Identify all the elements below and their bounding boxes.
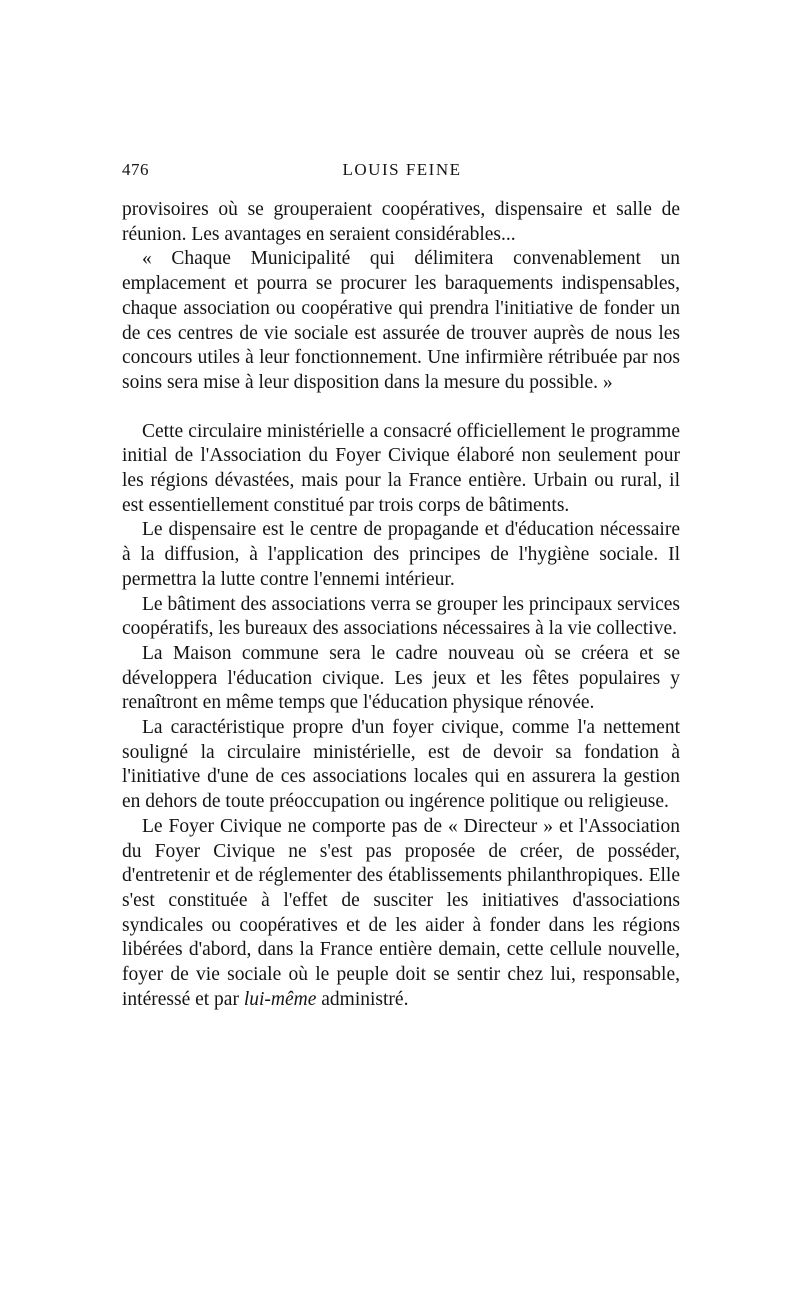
page-number: 476: [122, 160, 149, 179]
paragraph-foyer-civique-text: Le Foyer Civique ne comporte pas de « Directeur » et l'Association du Foyer Civique ne s'est pas proposée de créer, de posséder, d'entretenir et de réglementer des établissements philanthropiques. Elle s'est constituée à l'effet de susciter les initiatives d'associations syndicales ou coopératives et de les aider à fonder dans les régions libérées d'abord, dans la France entière demain, cette cellule nouvelle, foyer de vie sociale où le peuple doit se sentir chez lui, responsable, intéressé et par: [122, 815, 680, 1010]
paragraph-foyer-civique: [122, 815, 680, 1013]
paragraph-caracteristique: La caractéristique propre d'un foyer civique, comme l'a nettement souligné la circulaire ministérielle, est de devoir sa fondation à l'initiative d'une de ces associations locales qui en assurera la gestion en dehors de toute préoccupation ou ingérence politique ou religieuse.: [122, 717, 680, 813]
paragraph-circulaire: Cette circulaire ministérielle a consacré officiellement le programme initial de l'Association du Foyer Civique élaboré non seulement pour les régions dévastées, mais pour la France entière. Urbain ou rural, il est essentiellement constitué par trois corps de bâtiments.: [122, 420, 680, 516]
paragraph-quotation: « Chaque Municipalité qui délimitera convenablement un emplacement et pourra se procurer les baraquements indispensables, chaque association ou coopérative qui prendra l'initiative de fonder un de ces centres de vie sociale est assurée de trouver auprès de nous les concours utiles à leur fonctionnement. Une infirmière rétribuée par nos soins sera mise à leur disposition dans la mesure du possible. »: [122, 248, 680, 393]
paragraph-maison-commune: La Maison commune sera le cadre nouveau où se créera et se développera l'éducation civique. Les jeux et les fêtes populaires y renaîtront en même temps que l'éducation physique rénovée.: [122, 642, 680, 714]
running-title: LOUIS FEINE: [342, 160, 462, 179]
italic-phrase: lui-même: [243, 988, 317, 1010]
paragraph-foyer-civique-end: administré.: [321, 988, 409, 1010]
paragraph-dispensaire: Le dispensaire est le centre de propagande et d'éducation nécessaire à la diffusion, à l'application des principes de l'hygiène sociale. Il permettra la lutte contre l'ennemi intérieur.: [122, 519, 680, 590]
paragraph-continuation: provisoires où se grouperaient coopératives, dispensaire et salle de réunion. Les avantages en seraient considérables...: [122, 199, 680, 245]
body-text: [122, 198, 680, 1013]
paragraph-batiment-associations: Le bâtiment des associations verra se grouper les principaux services coopératifs, les bureaux des associations nécessaires à la vie collective.: [122, 593, 680, 640]
page-header: [122, 160, 682, 184]
